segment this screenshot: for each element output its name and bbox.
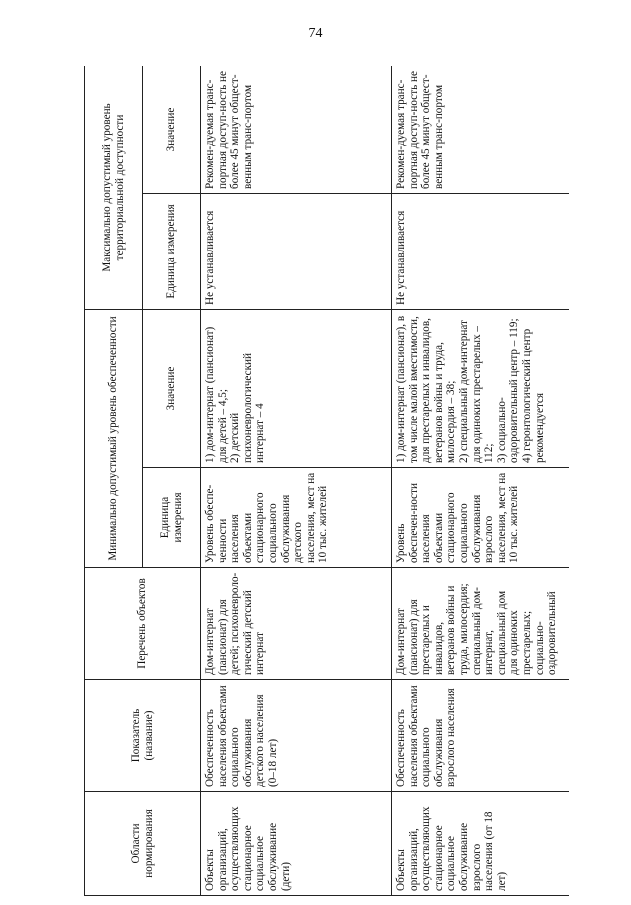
- cell-min-value: 1) дом-интернат (пансионат), в том числе малой вместимости, для престарелых и инвалидов, ветеранов войны и труда, милосердия – 38; 2) специальный дом-интернат для одиноких престарелых – 112; 3) социально-оздоровительный центр – 119; 4) геронтологический центр рекомендуется: [392, 310, 570, 468]
- header-indicator: Показатель (название): [85, 680, 201, 792]
- norms-table: [84, 66, 569, 896]
- cell-max-value: Рекомен-дуемая транс-портная доступ-ность не более 45 минут общест-венным транс-портом: [392, 66, 570, 194]
- header-max-unit: Единица измерения: [143, 194, 201, 310]
- cell-objects: Дом-интернат (пансионат) для престарелых и инвалидов, ветеранов войны и труда, милосердия; специальный дом-интернат, специальный дом для одиноких престарелых; социально-оздоровительный: [392, 568, 570, 680]
- header-min-unit: Единица измерения: [143, 468, 201, 568]
- header-min-level: Минимально допустимый уровень обеспеченности: [85, 310, 143, 568]
- header-min-value: Значение: [143, 310, 201, 468]
- table-row: [392, 66, 570, 896]
- header-max-value: Значение: [143, 66, 201, 194]
- cell-min-unit: Уровень обеспе-ченности населения объектами стационарного социального обслуживания детского населения, мест на 10 тыс. жителей: [201, 468, 392, 568]
- cell-min-unit: Уровень обеспечен-ности населения объектами стационарного социального обслуживания взрослого населения, мест на 10 тыс. жителей: [392, 468, 570, 568]
- cell-area: Объекты организаций, осуществляющих стационарное социальное обслуживание взрослого населения (от 18 лет): [392, 792, 570, 896]
- header-max-access: Максимально допустимый уровень территориальной доступности: [85, 66, 143, 310]
- header-area: Области нормирования: [85, 792, 201, 896]
- cell-max-value: Рекомен-дуемая транс-портная доступ-ность не более 45 минут общест-венным транс-портом: [201, 66, 392, 194]
- cell-min-value: 1) дом-интернат (пансионат) для детей – 4,5; 2) детский психоневрологический интернат – 4: [201, 310, 392, 468]
- cell-indicator: Обеспеченность населения объектами социального обслуживания взрослого населения: [392, 680, 570, 792]
- page-number: 74: [308, 26, 323, 41]
- cell-objects: Дом-интернат (пансионат) для детей; психоневролo-гический детский интернат: [201, 568, 392, 680]
- cell-indicator: Обеспеченность населения объектами социального обслуживания детского населения (0–18 лет): [201, 680, 392, 792]
- table-row: [201, 66, 392, 896]
- header-objects: Перечень объектов: [85, 568, 201, 680]
- cell-area: Объекты организаций, осуществляющих стационарное социальное обслуживание (дети): [201, 792, 392, 896]
- cell-max-unit: Не устанавливается: [392, 194, 570, 310]
- cell-max-unit: Не устанавливается: [201, 194, 392, 310]
- rotated-table-frame: [84, 66, 569, 896]
